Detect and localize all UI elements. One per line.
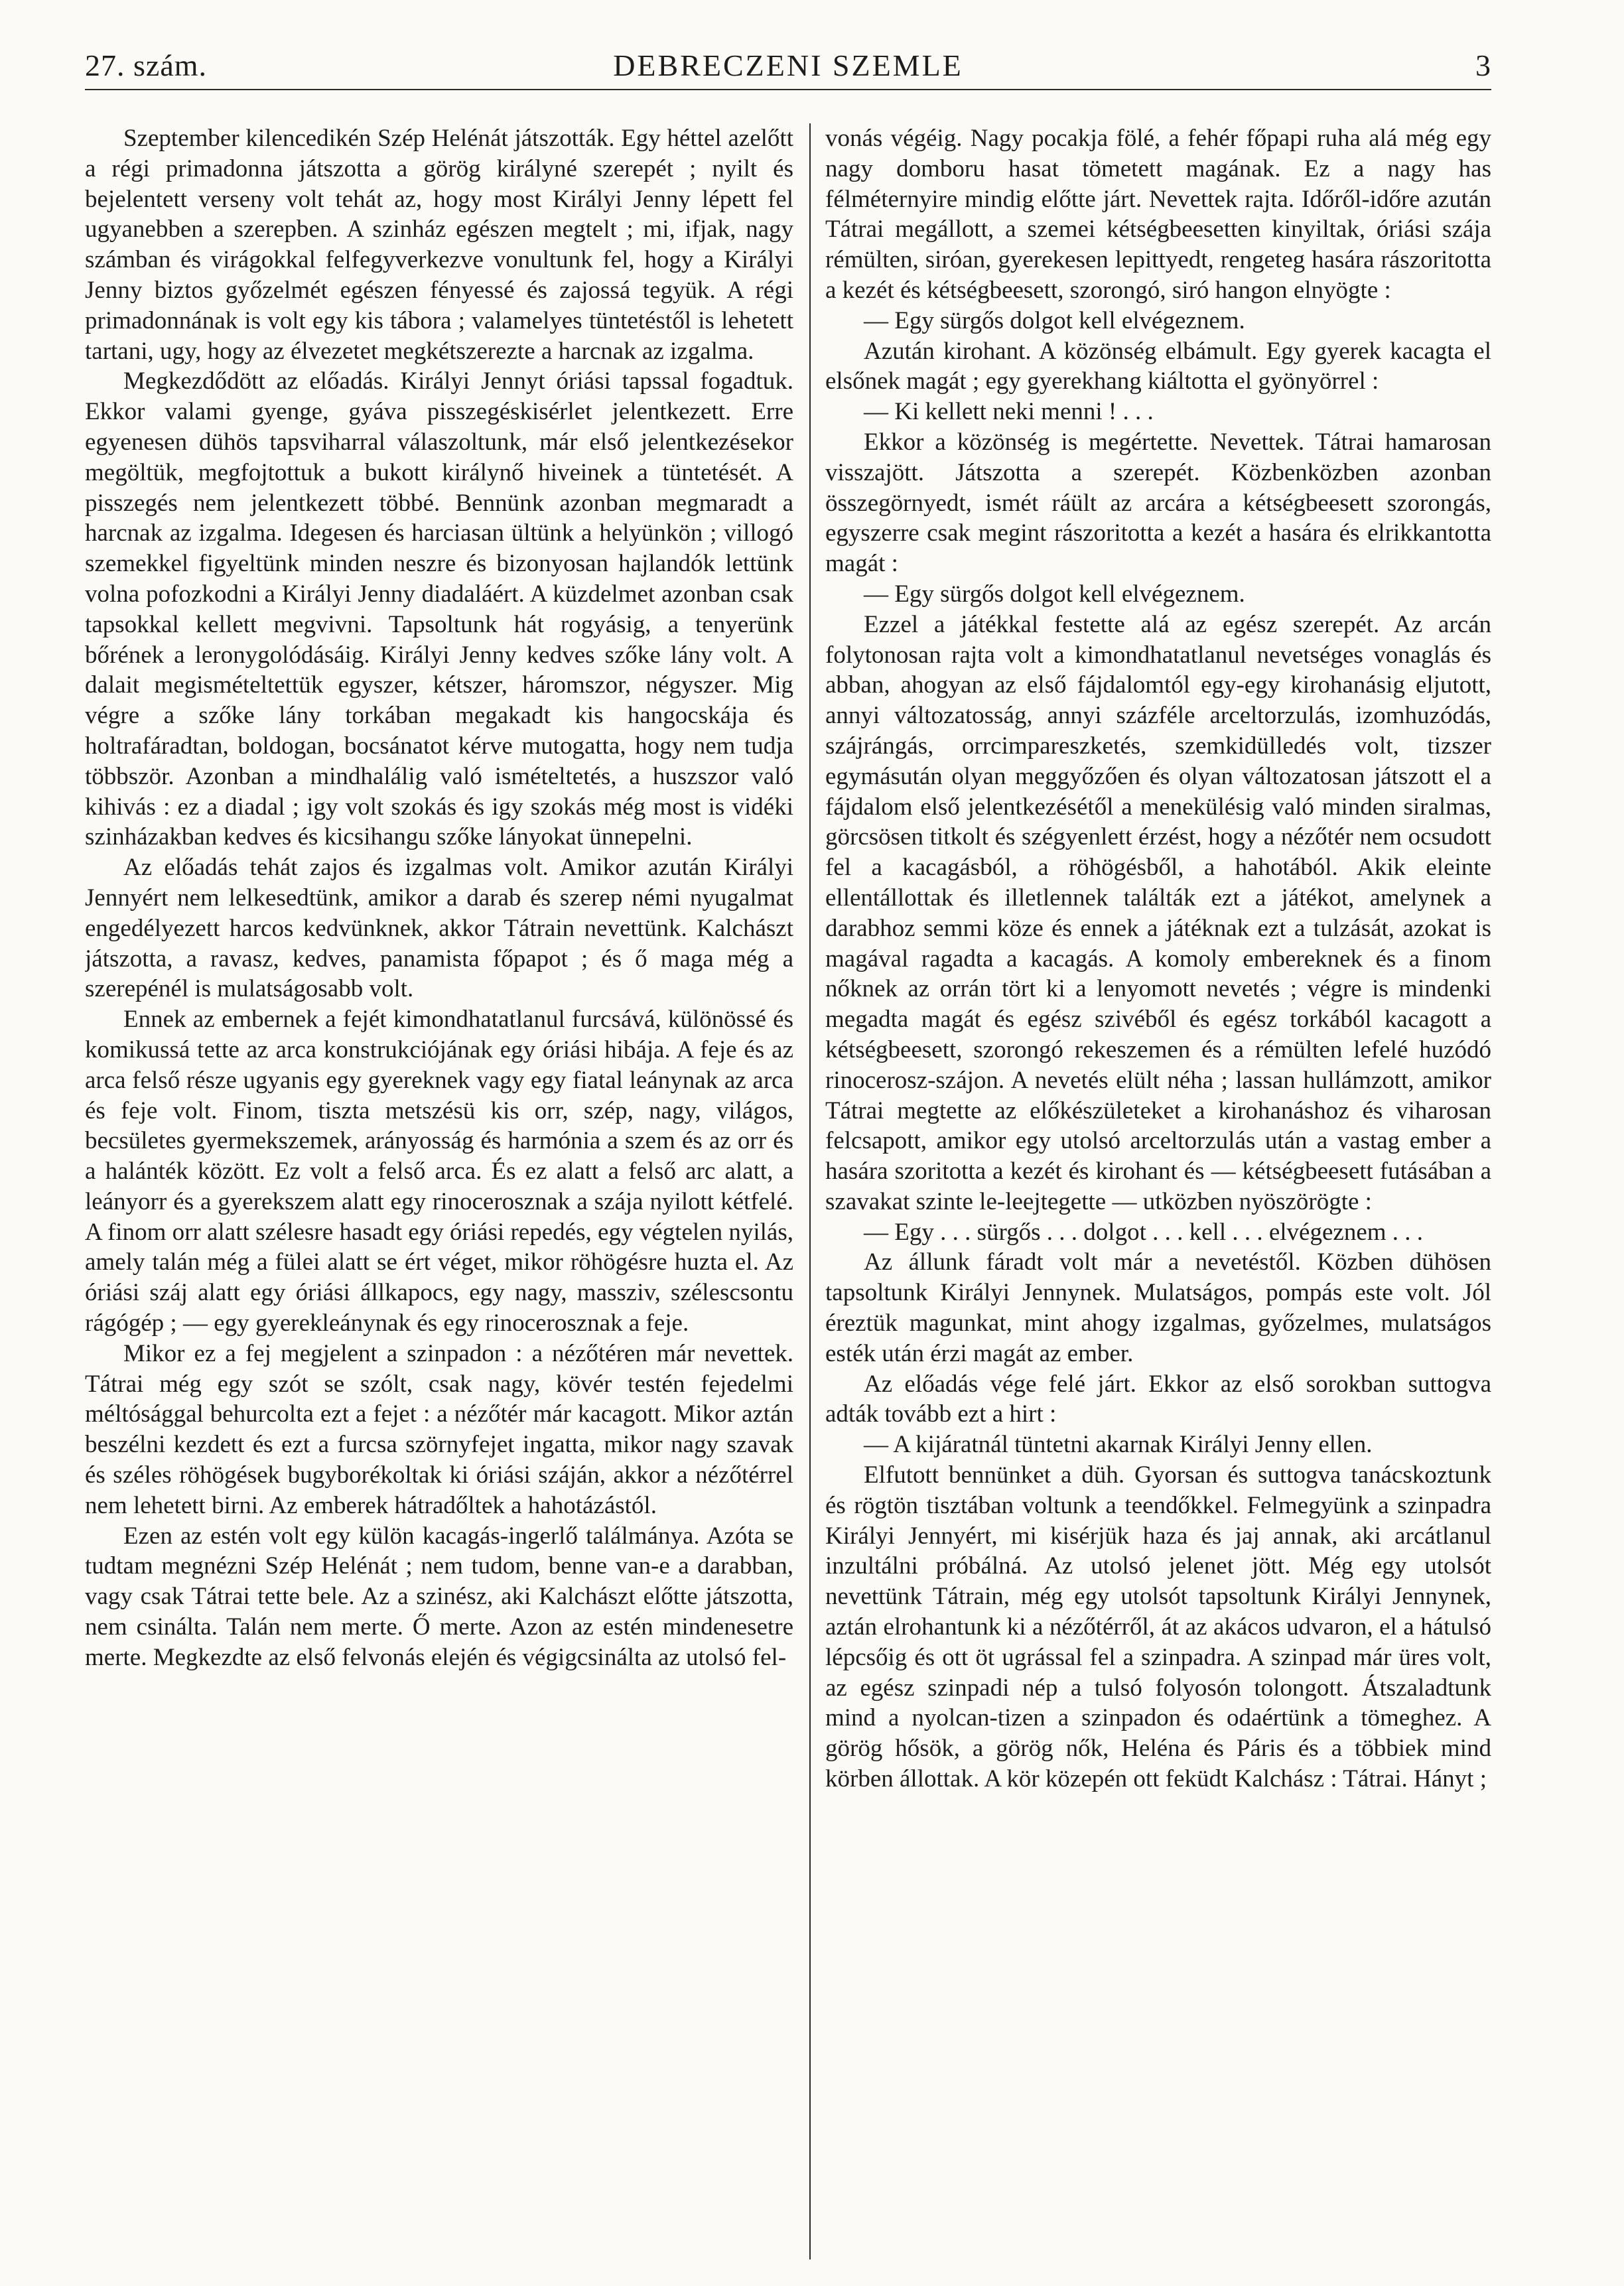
dialogue-line: — Ki kellett neki menni ! . . . (864, 398, 1154, 426)
column-divider (809, 123, 811, 2259)
issue-number: 27. szám. (85, 48, 208, 82)
page-number: 3 (1475, 48, 1491, 82)
left-column (85, 123, 793, 2259)
dialogue-line: — Egy sürgős dolgot kell elvégeznem. (864, 306, 1245, 334)
right-column (825, 123, 1491, 2259)
paragraph: Ennek az embernek a fejét kimondhatatlanul furcsává, különössé és komikussá tette az arca konstrukciójának egy óriási hibája. A feje és az arca felső része ugyanis egy gyereknek vagy egy fiatal leánynak az arca és feje volt. Finom, tiszta metszésü kis orr, szép, nagy, világos, becsületes gyermekszemek, arányosság és harmónia a szem és az orr és a halánték között. Ez volt a felső arca. És ez alatt a felső arc alatt, a leányorr és a gyerekszem alatt egy rinocerosznak a szája nyilott kétfelé. A finom orr alatt szélesre hasadt egy óriási repedés, egy végtelen nyilás, amely talán még a fülei alatt se ért véget, mikor röhögésre huzta el. Az óriási száj alatt egy óriási állkapocs, egy nagy, massziv, szélescsontu rágógép ; — egy gyerekleánynak és egy rinocerosznak a feje. (85, 1006, 793, 1337)
paragraph: Ezzel a játékkal festette alá az egész szerepét. Az arcán folytonosan rajta volt a kimondhatatlanul nevetséges vonaglás és abban, ahogyan az első fájdalomtól egy-egy kirohanásig eljutott, annyi változatosság, annyi százféle arceltorzulás, izomhuzódás, szájrángás, orrcimpareszketés, szemkidülledés volt, tizszer egymásután olyan meggyőzően és olyan változatosan játszott el a fájdalom első jelentkezésétől a menekülésig való minden siralmas, görcsösen titkolt és szégyenlett érzést, hogy a nézőtér nem ocsudott fel a kacagásból, a röhögésből, a hahotából. Akik eleinte ellentállottak és illetlennek találták ezt a játékot, amelynek a darabhoz semmi köze és ennek a játéknak ezt a tulzását, azokat is magával ragadta a kacagás. A komoly embereknek és a finom nőknek az orrán tört ki a lenyomott nevetés ; végre is mindenki megadta magát és egész szivéből és egész torkából kacagott a kétségbeesett, szorongó rekeszemen és a rémülten lefelé huzódó rinocerosz-szájon. A nevetés elült néha ; lassan hullámzott, amikor Tátrai megtette az előkészületeket a kirohanáshoz és viharosan felcsapott, amikor egy utolsó arceltorzulás után a vastag ember a hasára szoritotta a kezét és kirohant és — kétségbeesett futásában a szavakat szinte le-leejtegette — utközben nyöszörögte : (825, 610, 1491, 1215)
paragraph: Szeptember kilencedikén Szép Helénát játszották. Egy héttel azelőtt a régi primadonna játszotta a görög királyné szerepét ; nyilt és bejelentett verseny volt tehát az, hogy most Királyi Jenny lépett fel ugyanebben a szerepben. A szinház egészen megtelt ; mi, ifjak, nagy számban és virágokkal felfegyverkezve vonultunk fel, hogy a Királyi Jenny biztos győzelmét egészen fényessé és zajossá tegyük. A régi primadonnának is volt egy kis tábora ; valamelyes tüntetéstől is lehetett tartani, ugy, hogy az élvezetet megkétszerezte a harcnak az izgalma. (85, 125, 793, 365)
journal-title: DEBRECZENI SZEMLE (613, 48, 963, 82)
paragraph: Elfutott bennünket a düh. Gyorsan és suttogva tanácskoztunk és rögtön tisztában voltunk a teendőkkel. Felmegyünk a szinpadra Királyi Jennyért, mi kisérjük haza és jaj annak, aki arcátlanul inzultálni próbálná. Az utolsó jelenet jött. Még egy utolsót nevettünk Tátrain, még egy utolsót tapsoltunk Királyi Jennynek, aztán elrohantunk ki a nézőtérről, át az akácos udvaron, el a hátulsó lépcsőig és ott öt ugrással fel a szinpadra. A szinpad már üres volt, az egész szinpadi nép a tulsó folyosón tolongott. Átszaladtunk mind a nyolcan-tizen a szinpadon és odaértünk a tömeghez. A görög hősök, a görög nők, Heléna és Páris és a többiek mind körben állottak. A kör közepén ott feküdt Kalchász : Tátrai. Hányt ; (825, 1461, 1491, 1793)
dialogue-line: — Egy sürgős dolgot kell elvégeznem. (864, 580, 1245, 608)
paragraph: Ekkor a közönség is megértette. Nevettek. Tátrai hamarosan visszajött. Játszotta a szerepét. Közbenközben azonban összegörnyedt, ismét ráült az arcára a kétségbeesett szorongás, egyszerre csak megint rászoritotta a kezét a hasára és elrikkantotta magát : (825, 428, 1491, 578)
paragraph: vonás végéig. Nagy pocakja fölé, a fehér főpapi ruha alá még egy nagy domboru hasat tömetett magának. Ez a nagy has félméternyire mindig előtte járt. Nevettek rajta. Időről-időre azután Tátrai megállott, a szemei kétségbeesetten kinyiltak, óriási szája rémülten, siróan, gyerekesen lepittyedt, rengeteg hasára rászoritotta a kezét és kétségbeesett, szorongó, siró hangon elnyögte : (825, 125, 1491, 304)
paragraph: Az állunk fáradt volt már a nevetéstől. Közben dühösen tapsoltunk Királyi Jennynek. Mulatságos, pompás este volt. Jól éreztük magunkat, mint ahogy izgalmas, győzelmes, mulatságos esték után érzi magát az ember. (825, 1248, 1491, 1367)
paragraph: Mikor ez a fej megjelent a szinpadon : a nézőtéren már nevettek. Tátrai még egy szót se szólt, csak nagy, kövér testén fejedelmi méltósággal behurcolta ezt a fejet : a nézőtér már kacagott. Mikor aztán beszélni kezdett és ezt a furcsa szörnyfejet ingatta, mikor nagy szavak és széles röhögések bugyborékoltak ki óriási száján, akkor a nézőtérrel nem lehetett birni. Az emberek hátradőltek a hahotázástól. (85, 1339, 793, 1519)
paragraph: Azután kirohant. A közönség elbámult. Egy gyerek kacagta el elsőnek magát ; egy gyerekhang kiáltotta el gyönyörrel : (825, 337, 1491, 395)
paragraph: Az előadás tehát zajos és izgalmas volt. Amikor azután Királyi Jennyért nem lelkesedtünk, amikor a darab és szerep némi nyugalmat engedélyezett harcos kedvünknek, akkor Tátrain nevettünk. Kalchászt játszotta, a ravasz, kedves, panamista főpapot ; és ő maga még a szerepénél is mulatságosabb volt. (85, 854, 793, 1003)
dialogue-line: — A kijáratnál tüntetni akarnak Királyi Jenny ellen. (864, 1431, 1373, 1459)
paragraph: Az előadás vége felé járt. Ekkor az első sorokban suttogva adták tovább ezt a hirt : (825, 1370, 1491, 1428)
dialogue-line: — Egy . . . sürgős . . . dolgot . . . kell . . . elvégeznem . . . (864, 1218, 1424, 1246)
paragraph: Megkezdődött az előadás. Királyi Jennyt óriási tapssal fogadtuk. Ekkor valami gyenge, gyáva pisszegéskisérlet jelentkezett. Erre egyenesen dühös tapsviharral válaszoltunk, már első jelentkezésekor megöltük, megfojtottuk a bukott királynő hiveinek a tüntetését. A pisszegés nem jelentkezett többé. Bennünk azonban megmaradt a harcnak az izgalma. Idegesen és harciasan ültünk a helyünkön ; villogó szemekkel figyeltünk minden neszre és bizonyosan hajlandók lettünk volna pofozkodni a Királyi Jenny diadaláért. A küzdelmet azonban csak tapsokkal kellett megvivni. Tapsoltunk hát rogyásig, a tenyerünk bőrének a leronygolódásáig. Királyi Jenny kedves szőke lány volt. A dalait megismételtettük egyszer, kétszer, háromszor, négyszer. Mig végre a szőke lány torkában megakadt kis hangocskája és holtrafáradtan, boldogan, bocsánatot kérve mutogatta, hogy nem tudja többször. Azonban a mindhalálig való ismételtetés, a huszszor való kihivás : ez a diadal ; igy volt szokás és igy szokás még most is vidéki szinházakban kedves és kicsihangu szőke lányokat ünnepelni. (85, 368, 793, 851)
paragraph: Ezen az estén volt egy külön kacagás-ingerlő találmánya. Azóta se tudtam megnézni Szép Helénát ; nem tudom, benne van-e a darabban, vagy csak Tátrai tette bele. Az a szinész, aki Kalchászt előtte játszotta, nem csinálta. Talán nem merte. Ő merte. Azon az estén mindenesetre merte. Megkezdte az első felvonás elején és végigcsinálta az utolsó fel- (85, 1522, 793, 1671)
page-header (85, 42, 1491, 90)
